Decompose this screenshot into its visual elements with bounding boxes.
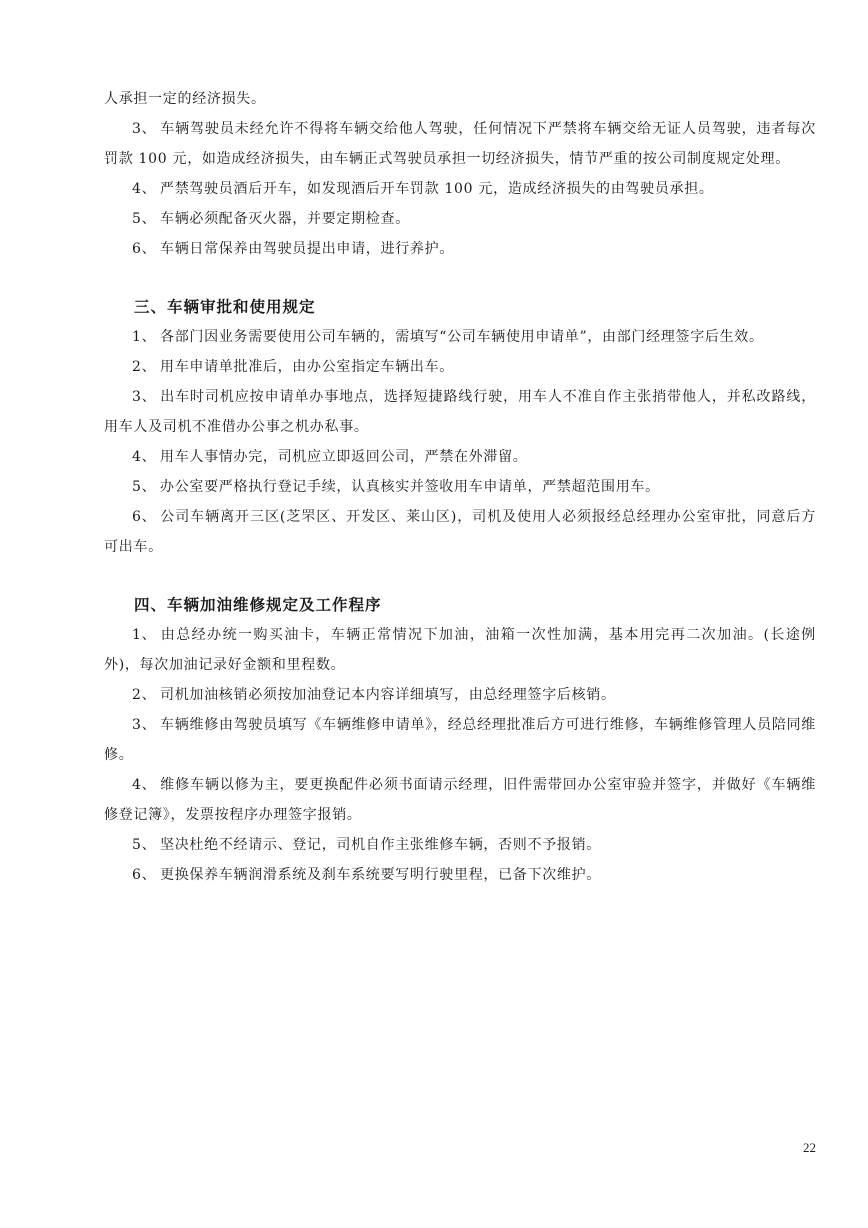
item-number: 4、 [132, 181, 157, 197]
paragraph-continuation [104, 84, 816, 114]
item-number: 2、 [132, 359, 157, 375]
paragraph-text: 车辆必须配备灭火器，并要定期检查。 [160, 211, 410, 227]
item-number: 4、 [132, 449, 157, 465]
item-number: 2、 [132, 687, 157, 703]
paragraph-item-3 [104, 710, 816, 770]
paragraph-item-2 [104, 680, 816, 710]
paragraph-item-4 [104, 442, 816, 472]
paragraph-text: 坚决杜绝不经请示、登记，司机自作主张维修车辆，否则不予报销。 [160, 837, 601, 853]
item-number: 3、 [132, 121, 157, 137]
paragraph-item-3 [104, 382, 816, 442]
paragraph-text: 办公室要严格执行登记手续，认真核实并签收用车申请单，严禁超范围用车。 [160, 479, 660, 495]
item-number: 5、 [132, 479, 157, 495]
item-number: 1、 [132, 329, 157, 345]
paragraph-item-6 [104, 234, 816, 264]
paragraph-item-5 [104, 830, 816, 860]
paragraph-text: 车辆维修由驾驶员填写《车辆维修申请单》，经总经理批准后方可进行维修，车辆维修管理人员陪同维修。 [104, 717, 816, 763]
paragraph-text: 出车时司机应按申请单办事地点，选择短捷路线行驶，用车人不准自作主张捎带他人，并私改路线，用车人及司机不准借办公事之机办私事。 [104, 389, 816, 435]
paragraph-text: 严禁驾驶员酒后开车，如发现酒后开车罚款 100 元，造成经济损失的由驾驶员承担。 [160, 181, 714, 197]
paragraph-text: 人承担一定的经济损失。 [104, 91, 266, 107]
paragraph-item-6 [104, 860, 816, 890]
item-number: 3、 [132, 717, 157, 733]
paragraph-item-5 [104, 204, 816, 234]
paragraph-item-4 [104, 174, 816, 204]
section-heading: 四、车辆加油维修规定及工作程序 [134, 596, 382, 614]
paragraph-text: 由总经办统一购买油卡，车辆正常情况下加油，油箱一次性加满，基本用完再二次加油。(长途例外)，每次加油记录好金额和里程数。 [104, 627, 816, 673]
paragraph-item-3 [104, 114, 816, 174]
paragraph-text: 用车申请单批准后，由办公室指定车辆出车。 [160, 359, 454, 375]
page-number: 22 [803, 1140, 816, 1155]
paragraph-item-1 [104, 620, 816, 680]
paragraph-text: 车辆驾驶员未经允许不得将车辆交给他人驾驶，任何情况下严禁将车辆交给无证人员驾驶，违者每次罚款 100 元，如造成经济损失，由车辆正式驾驶员承担一切经济损失，情节严重的按公司制度规定处理。 [104, 121, 816, 167]
paragraph-text: 更换保养车辆润滑系统及刹车系统要写明行驶里程，已备下次维护。 [160, 867, 601, 883]
paragraph-item-5 [104, 472, 816, 502]
paragraph-item-4 [104, 770, 816, 830]
item-number: 6、 [132, 867, 157, 883]
paragraph-text: 车辆日常保养由驾驶员提出申请，进行养护。 [160, 241, 454, 257]
item-number: 6、 [132, 241, 157, 257]
item-number: 4、 [132, 777, 157, 793]
paragraph-item-1 [104, 322, 816, 352]
paragraph-text: 各部门因业务需要使用公司车辆的，需填写“公司车辆使用申请单”，由部门经理签字后生效。 [160, 329, 764, 345]
item-number: 5、 [132, 211, 157, 227]
section-fuel-maintenance [104, 590, 816, 890]
paragraph-text: 维修车辆以修为主，要更换配件必须书面请示经理，旧件需带回办公室审验并签字，并做好《车辆维修登记簿》，发票按程序办理签字报销。 [104, 777, 816, 823]
paragraph-text: 用车人事情办完，司机应立即返回公司，严禁在外滞留。 [160, 449, 528, 465]
item-number: 1、 [132, 627, 157, 643]
section-vehicle-driver-rules [104, 84, 816, 264]
section-approval-usage [104, 292, 816, 562]
item-number: 5、 [132, 837, 157, 853]
paragraph-item-2 [104, 352, 816, 382]
document-body [104, 84, 816, 890]
item-number: 3、 [132, 389, 157, 405]
item-number: 6、 [132, 509, 157, 525]
paragraph-item-6 [104, 502, 816, 562]
paragraph-text: 公司车辆离开三区(芝罘区、开发区、莱山区)，司机及使用人必须报经总经理办公室审批，同意后方可出车。 [104, 509, 816, 555]
paragraph-text: 司机加油核销必须按加油登记本内容详细填写，由总经理签字后核销。 [160, 687, 616, 703]
section-heading: 三、车辆审批和使用规定 [134, 298, 316, 316]
